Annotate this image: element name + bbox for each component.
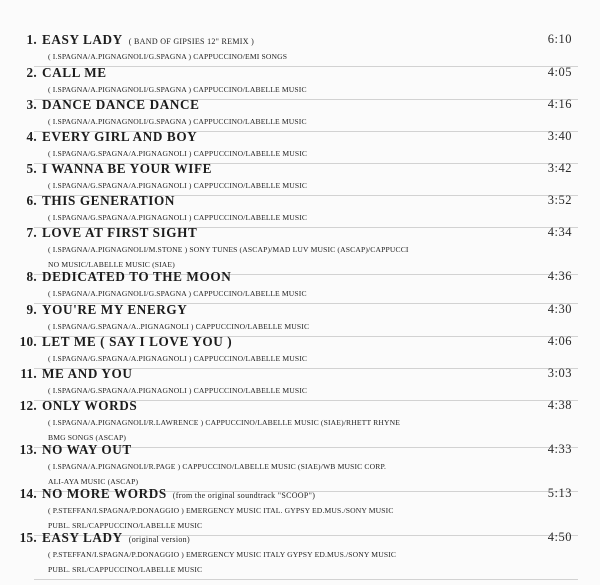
credit-line: PUBL. SRL/CAPPUCCINO/LABELLE MUSIC bbox=[48, 521, 203, 530]
track-number: 2. bbox=[26, 65, 37, 80]
track-title-text: EASY LADY bbox=[42, 530, 123, 545]
credit-line: ( I.SPAGNA/G.SPAGNA/A.PIGNAGNOLI ) CAPPUCCINO/LABELLE MUSIC bbox=[48, 354, 308, 363]
track-title bbox=[42, 302, 187, 318]
track-duration: 4:34 bbox=[547, 225, 572, 239]
track-title-line bbox=[0, 486, 600, 504]
divider bbox=[34, 579, 578, 580]
track-title-text: CALL ME bbox=[42, 65, 107, 80]
track-title-text: ME AND YOU bbox=[42, 366, 133, 381]
track-title-line bbox=[0, 334, 600, 352]
credit-line: PUBL. SRL/CAPPUCCINO/LABELLE MUSIC bbox=[48, 565, 203, 574]
track-number: 10. bbox=[19, 334, 37, 349]
track-title bbox=[42, 530, 190, 546]
track-note: (original version) bbox=[128, 535, 190, 544]
credit-line: ( I.SPAGNA/G.SPAGNA/A..PIGNAGNOLI ) CAPPUCCINO/LABELLE MUSIC bbox=[48, 322, 310, 331]
credit-line: ( I.SPAGNA/G.SPAGNA/A.PIGNAGNOLI ) CAPPUCCINO/LABELLE MUSIC bbox=[48, 181, 308, 190]
track-title-line bbox=[0, 32, 600, 50]
credit-line: ( I.SPAGNA/A.PIGNAGNOLI/G.SPAGNA ) CAPPUCCINO/LABELLE MUSIC bbox=[48, 289, 307, 298]
track-title-line bbox=[0, 269, 600, 287]
track-duration: 3:52 bbox=[547, 193, 572, 207]
track-duration: 5:13 bbox=[547, 486, 572, 500]
track-title bbox=[42, 65, 107, 81]
track-duration: 3:42 bbox=[547, 161, 572, 175]
track-credits bbox=[48, 82, 468, 97]
credit-line: ( P.STEFFAN/I.SPAGNA/P.DONAGGIO ) EMERGENCY MUSIC ITALY GYPSY ED.MUS./SONY MUSIC bbox=[48, 550, 397, 559]
credit-line: ( P.STEFFAN/I.SPAGNA/P.DONAGGIO ) EMERGENCY MUSIC ITAL. GYPSY ED.MUS./SONY MUSIC bbox=[48, 506, 394, 515]
credit-line: ( I.SPAGNA/A.PIGNAGNOLI/G.SPAGNA ) CAPPUCCINO/EMI SONGS bbox=[48, 52, 288, 61]
track-title-line bbox=[0, 129, 600, 147]
track-title-text: NO WAY OUT bbox=[42, 442, 132, 457]
track-duration: 4:38 bbox=[547, 398, 572, 412]
track-title bbox=[42, 366, 133, 382]
track-title-text: EVERY GIRL AND BOY bbox=[42, 129, 198, 144]
track-title-text: THIS GENERATION bbox=[42, 193, 175, 208]
track-credits bbox=[48, 178, 468, 193]
track-title-text: DEDICATED TO THE MOON bbox=[42, 269, 232, 284]
track-duration: 4:05 bbox=[547, 65, 572, 79]
credit-line: BMG SONGS (ASCAP) bbox=[48, 433, 127, 442]
track-number: 5. bbox=[26, 161, 37, 176]
track-title-text: EASY LADY bbox=[42, 32, 123, 47]
track-credits bbox=[48, 114, 468, 129]
track-title bbox=[42, 269, 231, 285]
track-note: (from the original soundtrack "SCOOP") bbox=[172, 491, 316, 500]
track-credits bbox=[48, 351, 468, 366]
track-number: 13. bbox=[19, 442, 37, 457]
track-number: 7. bbox=[26, 225, 37, 240]
track-title-line bbox=[0, 398, 600, 416]
track-credits bbox=[48, 210, 468, 225]
track-title-line bbox=[0, 161, 600, 179]
track-title-line bbox=[0, 97, 600, 115]
credit-line: ( I.SPAGNA/A.PIGNAGNOLI/R.LAWRENCE ) CAPPUCCINO/LABELLE MUSIC (SIAE)/RHETT RHYNE bbox=[48, 418, 401, 427]
track-credits bbox=[48, 242, 468, 272]
track-credits bbox=[48, 459, 468, 489]
track-duration: 4:33 bbox=[547, 442, 572, 456]
credit-line: ( I.SPAGNA/G.SPAGNA/A.PIGNAGNOLI ) CAPPUCCINO/LABELLE MUSIC bbox=[48, 386, 308, 395]
track-credits bbox=[48, 415, 468, 445]
track-title-text: LET ME ( SAY I LOVE YOU ) bbox=[42, 334, 233, 349]
track-title-line bbox=[0, 442, 600, 460]
track-number: 14. bbox=[19, 486, 37, 501]
track-title bbox=[42, 32, 254, 48]
track-number: 12. bbox=[19, 398, 37, 413]
track-title bbox=[42, 161, 212, 177]
track-duration: 4:36 bbox=[547, 269, 572, 283]
track-duration: 3:40 bbox=[547, 129, 572, 143]
track-title-line bbox=[0, 366, 600, 384]
track-number: 3. bbox=[26, 97, 37, 112]
track-title-text: NO MORE WORDS bbox=[42, 486, 167, 501]
track-note: ( BAND OF GIPSIES 12" REMIX ) bbox=[128, 37, 255, 46]
track-title bbox=[42, 97, 199, 113]
track-number: 9. bbox=[26, 302, 37, 317]
credit-line: ( I.SPAGNA/A.PIGNAGNOLI/M.STONE ) SONY TUNES (ASCAP)/MAD LUV MUSIC (ASCAP)/CAPPUCCI bbox=[48, 245, 409, 254]
track-title bbox=[42, 334, 232, 350]
track-number: 6. bbox=[26, 193, 37, 208]
track-credits bbox=[48, 49, 468, 64]
track-title-text: YOU'RE MY ENERGY bbox=[42, 302, 188, 317]
track-number: 11. bbox=[20, 366, 37, 381]
track-title-text: LOVE AT FIRST SIGHT bbox=[42, 225, 198, 240]
track-credits bbox=[48, 547, 468, 577]
track-credits bbox=[48, 146, 468, 161]
credit-line: NO MUSIC/LABELLE MUSIC (SIAE) bbox=[48, 260, 175, 269]
track-number: 15. bbox=[19, 530, 37, 545]
track-credits bbox=[48, 383, 468, 398]
track-number: 1. bbox=[26, 32, 37, 47]
credit-line: ( I.SPAGNA/G.SPAGNA/A.PIGNAGNOLI ) CAPPUCCINO/LABELLE MUSIC bbox=[48, 213, 308, 222]
track-duration: 6:10 bbox=[547, 32, 572, 46]
track-title bbox=[42, 486, 315, 502]
track-title-line bbox=[0, 65, 600, 83]
track-credits bbox=[48, 319, 468, 334]
track-duration: 4:16 bbox=[547, 97, 572, 111]
track-title-text: DANCE DANCE DANCE bbox=[42, 97, 200, 112]
track-duration: 3:03 bbox=[547, 366, 572, 380]
track-title-line bbox=[0, 193, 600, 211]
track-duration: 4:50 bbox=[547, 530, 572, 544]
credit-line: ( I.SPAGNA/A.PIGNAGNOLI/G.SPAGNA ) CAPPUCCINO/LABELLE MUSIC bbox=[48, 85, 307, 94]
track-title bbox=[42, 225, 197, 241]
track-title-line bbox=[0, 225, 600, 243]
credit-line: ALI-AYA MUSIC (ASCAP) bbox=[48, 477, 139, 486]
track-duration: 4:06 bbox=[547, 334, 572, 348]
track-title bbox=[42, 129, 197, 145]
track-title bbox=[42, 442, 132, 458]
credit-line: ( I.SPAGNA/A.PIGNAGNOLI/G.SPAGNA ) CAPPUCCINO/LABELLE MUSIC bbox=[48, 117, 307, 126]
track-credits bbox=[48, 503, 468, 533]
track-credits bbox=[48, 286, 468, 301]
track-title-line bbox=[0, 530, 600, 548]
track-title bbox=[42, 193, 175, 209]
track-title-text: I WANNA BE YOUR WIFE bbox=[42, 161, 213, 176]
track-title bbox=[42, 398, 137, 414]
track-number: 8. bbox=[26, 269, 37, 284]
track-duration: 4:30 bbox=[547, 302, 572, 316]
track-title-line bbox=[0, 302, 600, 320]
track-title-text: ONLY WORDS bbox=[42, 398, 138, 413]
credit-line: ( I.SPAGNA/G.SPAGNA/A.PIGNAGNOLI ) CAPPUCCINO/LABELLE MUSIC bbox=[48, 149, 308, 158]
credit-line: ( I.SPAGNA/A.PIGNAGNOLI/R.PAGE ) CAPPUCCINO/LABELLE MUSIC (SIAE)/WB MUSIC CORP. bbox=[48, 462, 387, 471]
track-number: 4. bbox=[26, 129, 37, 144]
